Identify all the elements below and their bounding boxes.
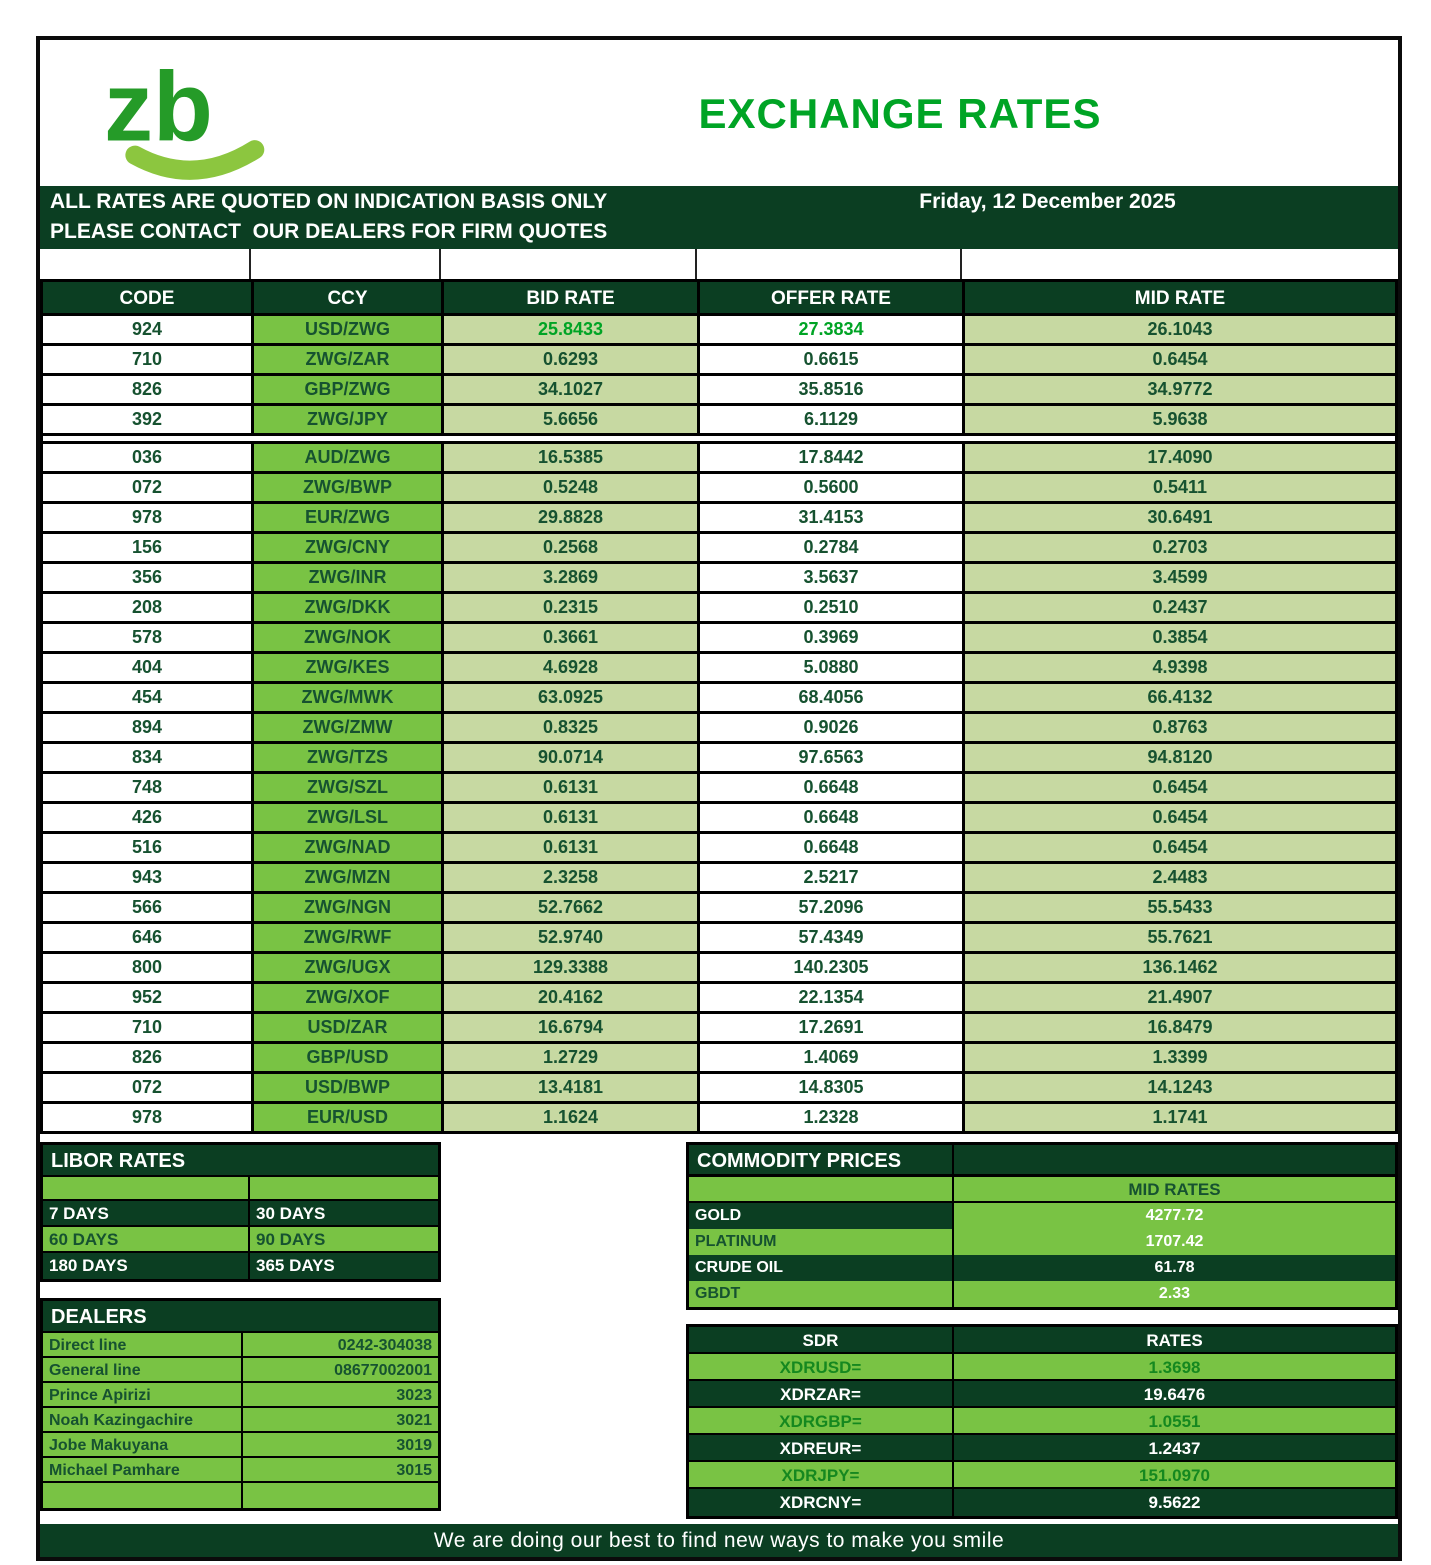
mid-cell: 0.3854	[965, 624, 1395, 651]
column-header-bid: BID RATE	[444, 282, 700, 316]
dealer-name: General line	[43, 1358, 243, 1383]
dealer-row	[43, 1358, 438, 1383]
code-cell: 392	[43, 406, 254, 433]
sdr-pair-label: XDRJPY=	[689, 1462, 954, 1489]
ccy-cell: AUD/ZWG	[254, 444, 444, 471]
code-cell: 978	[43, 1104, 254, 1131]
code-cell: 748	[43, 774, 254, 801]
sdr-rate-value: 1.2437	[1148, 1439, 1201, 1458]
commodity-name: GOLD	[689, 1203, 954, 1229]
rates-row	[43, 346, 1395, 376]
mid-cell: 1.3399	[965, 1044, 1395, 1071]
commodities-header-row	[689, 1177, 1395, 1203]
commodities-section	[686, 1142, 1398, 1310]
mid-cell: 55.5433	[965, 894, 1395, 921]
sdr-row	[689, 1489, 1395, 1516]
rates-row	[43, 1044, 1395, 1074]
bid-cell: 34.1027	[444, 376, 700, 403]
mid-cell: 5.9638	[965, 406, 1395, 433]
ccy-cell: EUR/USD	[254, 1104, 444, 1131]
offer-cell: 0.2784	[700, 534, 965, 561]
ccy-cell: USD/BWP	[254, 1074, 444, 1101]
offer-cell: 0.3969	[700, 624, 965, 651]
ccy-cell: ZWG/LSL	[254, 804, 444, 831]
dealers-list	[43, 1333, 438, 1508]
zb-logo-letters: zb	[104, 51, 213, 162]
bid-cell: 0.6131	[444, 774, 700, 801]
dealer-number: 3015	[396, 1462, 432, 1479]
mid-cell: 14.1243	[965, 1074, 1395, 1101]
bid-cell: 0.6293	[444, 346, 700, 373]
rates-table-header	[43, 282, 1395, 316]
ccy-cell: ZWG/MWK	[254, 684, 444, 711]
date-label: Friday, 12 December 2025	[919, 190, 1176, 213]
dealers-section	[40, 1298, 441, 1511]
code-cell: 208	[43, 594, 254, 621]
exchange-rates-document	[36, 36, 1402, 1561]
ccy-cell: ZWG/NOK	[254, 624, 444, 651]
mid-cell: 21.4907	[965, 984, 1395, 1011]
offer-cell: 14.8305	[700, 1074, 965, 1101]
mid-cell: 26.1043	[965, 316, 1395, 343]
bid-cell: 5.6656	[444, 406, 700, 433]
bid-cell: 16.6794	[444, 1014, 700, 1041]
commodities-column-header: MID RATES	[1128, 1180, 1221, 1199]
sdr-pair-label: XDRUSD=	[689, 1354, 954, 1381]
rates-row	[43, 834, 1395, 864]
code-cell: 826	[43, 1044, 254, 1071]
dealer-name	[43, 1483, 243, 1508]
ccy-cell: USD/ZAR	[254, 1014, 444, 1041]
mid-cell: 34.9772	[965, 376, 1395, 403]
commodities-header-blank-cell	[689, 1177, 954, 1203]
footer-message: We are doing our best to find new ways to make you smile	[40, 1524, 1398, 1557]
mid-cell: 0.6454	[965, 346, 1395, 373]
code-cell: 156	[43, 534, 254, 561]
sdr-rate-value: 1.0551	[1148, 1412, 1201, 1431]
rates-table	[40, 279, 1398, 1134]
bid-cell: 0.8325	[444, 714, 700, 741]
rates-row	[43, 441, 1395, 474]
ccy-cell: ZWG/UGX	[254, 954, 444, 981]
offer-cell: 57.2096	[700, 894, 965, 921]
bid-cell: 0.6131	[444, 804, 700, 831]
column-header-offer: OFFER RATE	[700, 282, 965, 316]
rates-table-body	[43, 316, 1395, 1134]
libor-row	[43, 1253, 438, 1279]
code-cell: 710	[43, 346, 254, 373]
column-header-ccy: CCY	[254, 282, 444, 316]
rates-row	[43, 504, 1395, 534]
dealer-number: 3021	[396, 1412, 432, 1429]
dealer-number: 3019	[396, 1437, 432, 1454]
dealer-number	[243, 1483, 438, 1508]
dealer-name: Prince Apirizi	[43, 1383, 243, 1408]
bid-cell: 0.3661	[444, 624, 700, 651]
rates-row	[43, 316, 1395, 346]
sdr-pair-label: XDREUR=	[689, 1435, 954, 1462]
code-cell: 454	[43, 684, 254, 711]
mid-cell: 2.4483	[965, 864, 1395, 891]
ccy-cell: ZWG/XOF	[254, 984, 444, 1011]
sdr-rate-value: 19.6476	[1143, 1385, 1206, 1404]
commodity-price: 1707.42	[954, 1229, 1395, 1255]
column-header-mid: MID RATE	[1134, 288, 1226, 309]
commodities-title-blank-cell	[954, 1145, 1395, 1177]
bid-cell: 63.0925	[444, 684, 700, 711]
spacer-cell	[962, 249, 1398, 279]
sdr-row	[689, 1462, 1395, 1489]
spacer-cell	[441, 249, 697, 279]
sdr-row	[689, 1435, 1395, 1462]
code-cell: 566	[43, 894, 254, 921]
bid-cell: 0.6131	[444, 834, 700, 861]
bid-cell: 0.5248	[444, 474, 700, 501]
commodity-price: 61.78	[954, 1255, 1395, 1281]
libor-section	[40, 1142, 441, 1282]
libor-tenor: 60 DAYS	[43, 1227, 250, 1253]
mid-cell: 94.8120	[965, 744, 1395, 771]
rates-row	[43, 406, 1395, 436]
offer-cell: 0.6615	[700, 346, 965, 373]
spacer-row	[40, 249, 1398, 279]
bid-cell: 1.2729	[444, 1044, 700, 1071]
dealer-name: Noah Kazingachire	[43, 1408, 243, 1433]
ccy-cell: ZWG/CNY	[254, 534, 444, 561]
rates-row	[43, 1104, 1395, 1134]
commodity-row	[689, 1255, 1395, 1281]
code-cell: 710	[43, 1014, 254, 1041]
ccy-cell: ZWG/JPY	[254, 406, 444, 433]
mid-cell: 0.6454	[965, 834, 1395, 861]
bid-cell: 2.3258	[444, 864, 700, 891]
code-cell: 952	[43, 984, 254, 1011]
ccy-cell: ZWG/SZL	[254, 774, 444, 801]
code-cell: 894	[43, 714, 254, 741]
rates-row	[43, 594, 1395, 624]
code-cell: 578	[43, 624, 254, 651]
rates-row	[43, 1074, 1395, 1104]
dealer-row	[43, 1483, 438, 1508]
rates-row	[43, 954, 1395, 984]
rates-row	[43, 924, 1395, 954]
notice-banner-row2	[40, 218, 1398, 249]
sdr-pair-label: XDRGBP=	[689, 1408, 954, 1435]
commodities-title: COMMODITY PRICES	[689, 1145, 954, 1177]
bid-cell: 29.8828	[444, 504, 700, 531]
rates-row	[43, 774, 1395, 804]
sdr-row	[689, 1381, 1395, 1408]
sdr-rate-value: 9.5622	[1148, 1493, 1201, 1512]
rates-row	[43, 744, 1395, 774]
mid-cell: 16.8479	[965, 1014, 1395, 1041]
libor-title: LIBOR RATES	[43, 1145, 438, 1177]
libor-empty-row	[43, 1177, 438, 1201]
mid-cell: 0.6454	[965, 774, 1395, 801]
rates-row	[43, 624, 1395, 654]
offer-cell: 0.9026	[700, 714, 965, 741]
sdr-header-row	[689, 1327, 1395, 1354]
offer-cell: 0.2510	[700, 594, 965, 621]
code-cell: 800	[43, 954, 254, 981]
code-cell: 404	[43, 654, 254, 681]
mid-cell: 0.8763	[965, 714, 1395, 741]
libor-tenor: 365 DAYS	[256, 1256, 335, 1275]
mid-cell: 3.4599	[965, 564, 1395, 591]
commodities-list	[689, 1203, 1395, 1307]
offer-cell: 6.1129	[700, 406, 965, 433]
ccy-cell: EUR/ZWG	[254, 504, 444, 531]
commodity-price: 2.33	[954, 1281, 1395, 1307]
commodity-row	[689, 1203, 1395, 1229]
dealer-name: Direct line	[43, 1333, 243, 1358]
dealer-row	[43, 1408, 438, 1433]
ccy-cell: ZWG/KES	[254, 654, 444, 681]
code-cell: 943	[43, 864, 254, 891]
offer-cell: 27.3834	[700, 316, 965, 343]
libor-tenor: 180 DAYS	[43, 1253, 250, 1279]
ccy-cell: ZWG/TZS	[254, 744, 444, 771]
ccy-cell: ZWG/ZMW	[254, 714, 444, 741]
mid-cell: 30.6491	[965, 504, 1395, 531]
code-cell: 834	[43, 744, 254, 771]
offer-cell: 31.4153	[700, 504, 965, 531]
libor-row	[43, 1227, 438, 1253]
commodity-row	[689, 1229, 1395, 1255]
sdr-pair-label: XDRCNY=	[689, 1489, 954, 1516]
rates-row	[43, 564, 1395, 594]
sdr-section	[686, 1324, 1398, 1519]
dealer-row	[43, 1458, 438, 1483]
dealers-title: DEALERS	[43, 1301, 438, 1333]
bid-cell: 3.2869	[444, 564, 700, 591]
ccy-cell: ZWG/RWF	[254, 924, 444, 951]
mid-cell: 136.1462	[965, 954, 1395, 981]
offer-cell: 5.0880	[700, 654, 965, 681]
sdr-column-header: SDR	[689, 1327, 954, 1354]
zb-logo	[98, 48, 308, 186]
code-cell: 924	[43, 316, 254, 343]
code-cell: 426	[43, 804, 254, 831]
sdr-row	[689, 1354, 1395, 1381]
dealer-number: 0242-304038	[337, 1337, 432, 1354]
mid-cell: 17.4090	[965, 444, 1395, 471]
sdr-rate-value: 151.0970	[1139, 1466, 1210, 1485]
code-cell: 072	[43, 474, 254, 501]
ccy-cell: ZWG/ZAR	[254, 346, 444, 373]
notice-banner	[40, 186, 1398, 249]
notice-banner-row1	[40, 186, 1398, 218]
ccy-cell: ZWG/BWP	[254, 474, 444, 501]
rates-row	[43, 1014, 1395, 1044]
offer-cell: 17.2691	[700, 1014, 965, 1041]
dealer-name: Jobe Makuyana	[43, 1433, 243, 1458]
bid-cell: 13.4181	[444, 1074, 700, 1101]
sdr-list	[689, 1354, 1395, 1516]
offer-cell: 140.2305	[700, 954, 965, 981]
offer-cell: 2.5217	[700, 864, 965, 891]
ccy-cell: ZWG/DKK	[254, 594, 444, 621]
commodity-name: PLATINUM	[689, 1229, 954, 1255]
rates-row	[43, 534, 1395, 564]
bid-cell: 16.5385	[444, 444, 700, 471]
offer-cell: 1.2328	[700, 1104, 965, 1131]
rates-row	[43, 894, 1395, 924]
spacer-cell	[697, 249, 962, 279]
dealer-row	[43, 1383, 438, 1408]
ccy-cell: GBP/ZWG	[254, 376, 444, 403]
rates-row	[43, 714, 1395, 744]
offer-cell: 0.5600	[700, 474, 965, 501]
bid-cell: 1.1624	[444, 1104, 700, 1131]
left-panel-column	[40, 1142, 441, 1519]
offer-cell: 68.4056	[700, 684, 965, 711]
bid-cell: 0.2568	[444, 534, 700, 561]
notice-line-1: ALL RATES ARE QUOTED ON INDICATION BASIS ONLY	[50, 190, 608, 213]
mid-cell: 4.9398	[965, 654, 1395, 681]
offer-cell: 0.6648	[700, 804, 965, 831]
mid-cell: 0.2437	[965, 594, 1395, 621]
dealer-number: 08677002001	[334, 1362, 432, 1379]
offer-cell: 22.1354	[700, 984, 965, 1011]
commodity-name: CRUDE OIL	[689, 1255, 954, 1281]
offer-cell: 0.6648	[700, 834, 965, 861]
page-title: EXCHANGE RATES	[698, 90, 1102, 137]
mid-cell: 0.6454	[965, 804, 1395, 831]
bid-cell: 52.9740	[444, 924, 700, 951]
sdr-pair-label: XDRZAR=	[689, 1381, 954, 1408]
bottom-panels	[40, 1142, 1398, 1519]
document-header	[40, 40, 1398, 186]
ccy-cell: ZWG/NGN	[254, 894, 444, 921]
ccy-cell: ZWG/NAD	[254, 834, 444, 861]
rates-row	[43, 654, 1395, 684]
right-panel-column	[686, 1142, 1398, 1519]
ccy-cell: ZWG/INR	[254, 564, 444, 591]
rates-column-header: RATES	[1146, 1331, 1203, 1350]
code-cell: 826	[43, 376, 254, 403]
libor-tenors	[43, 1201, 438, 1279]
libor-tenor: 7 DAYS	[43, 1201, 250, 1227]
libor-empty-cell	[250, 1177, 438, 1199]
code-cell: 516	[43, 834, 254, 861]
mid-cell: 66.4132	[965, 684, 1395, 711]
mid-cell: 55.7621	[965, 924, 1395, 951]
code-cell: 646	[43, 924, 254, 951]
bid-cell: 129.3388	[444, 954, 700, 981]
column-header-code: CODE	[43, 282, 254, 316]
sdr-row	[689, 1408, 1395, 1435]
bid-cell: 25.8433	[444, 316, 700, 343]
offer-cell: 35.8516	[700, 376, 965, 403]
libor-tenor: 90 DAYS	[256, 1230, 326, 1249]
dealer-number: 3023	[396, 1387, 432, 1404]
notice-line-2: PLEASE CONTACT OUR DEALERS FOR FIRM QUOTES	[50, 220, 608, 243]
mid-cell: 1.1741	[965, 1104, 1395, 1131]
offer-cell: 57.4349	[700, 924, 965, 951]
offer-cell: 1.4069	[700, 1044, 965, 1071]
offer-cell: 3.5637	[700, 564, 965, 591]
dealer-row	[43, 1433, 438, 1458]
libor-tenor: 30 DAYS	[256, 1204, 326, 1223]
bid-cell: 90.0714	[444, 744, 700, 771]
offer-cell: 97.6563	[700, 744, 965, 771]
code-cell: 036	[43, 444, 254, 471]
commodity-price: 4277.72	[954, 1203, 1395, 1229]
bid-cell: 52.7662	[444, 894, 700, 921]
mid-cell: 0.5411	[965, 474, 1395, 501]
spacer-cell	[251, 249, 441, 279]
rates-row	[43, 376, 1395, 406]
bid-cell: 4.6928	[444, 654, 700, 681]
ccy-cell: ZWG/MZN	[254, 864, 444, 891]
commodity-name: GBDT	[689, 1281, 954, 1307]
offer-cell: 17.8442	[700, 444, 965, 471]
rates-row	[43, 684, 1395, 714]
ccy-cell: USD/ZWG	[254, 316, 444, 343]
bid-cell: 0.2315	[444, 594, 700, 621]
mid-cell: 0.2703	[965, 534, 1395, 561]
bid-cell: 20.4162	[444, 984, 700, 1011]
commodity-row	[689, 1281, 1395, 1307]
ccy-cell: GBP/USD	[254, 1044, 444, 1071]
rates-row	[43, 474, 1395, 504]
code-cell: 072	[43, 1074, 254, 1101]
spacer-cell	[40, 249, 251, 279]
dealer-name: Michael Pamhare	[43, 1458, 243, 1483]
rates-row	[43, 984, 1395, 1014]
sdr-rate-value: 1.3698	[1148, 1358, 1201, 1377]
rates-row	[43, 804, 1395, 834]
libor-empty-cell	[43, 1177, 250, 1199]
dealer-row	[43, 1333, 438, 1358]
libor-row	[43, 1201, 438, 1227]
rates-row	[43, 864, 1395, 894]
commodities-title-row	[689, 1145, 1395, 1177]
offer-cell: 0.6648	[700, 774, 965, 801]
code-cell: 356	[43, 564, 254, 591]
code-cell: 978	[43, 504, 254, 531]
